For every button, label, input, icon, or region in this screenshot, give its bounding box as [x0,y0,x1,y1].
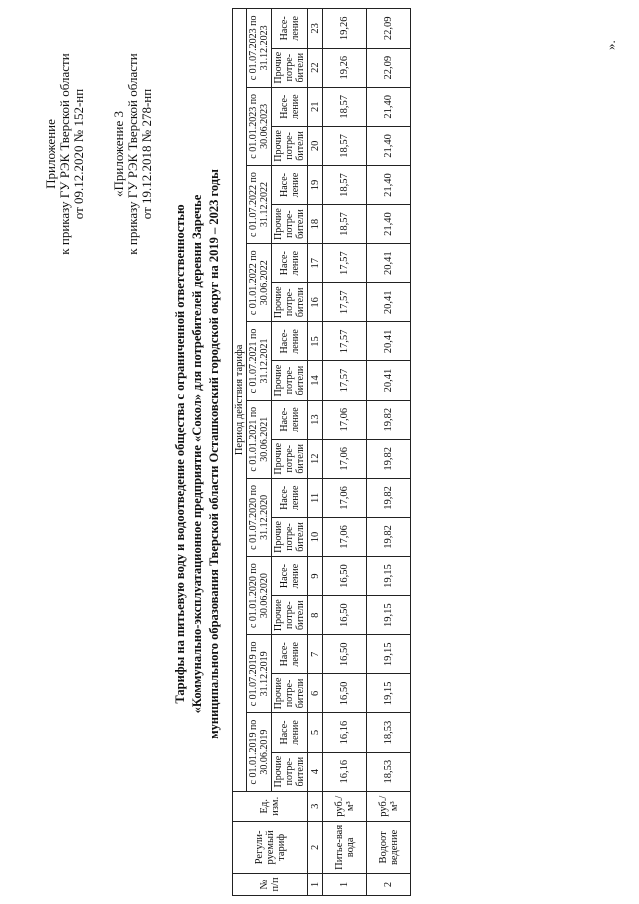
column-number: 20 [308,126,323,165]
other-consumers-header: Прочие потре-бители [272,674,308,713]
column-number: 2 [308,821,323,873]
table-row [367,9,411,896]
appendix-header-line: Приложение [43,119,58,189]
population-header: Насе-ление [272,713,308,752]
column-number: 22 [308,48,323,87]
period-header: с 01.01.2020 по 30.06.2020 [247,557,272,635]
tariff-value: 16,50 [323,557,367,596]
tariff-value: 16,50 [323,596,367,635]
tariff-value: 17,57 [323,361,367,400]
row-tariff-name: Водоот ведение [367,821,411,873]
population-header: Насе-ление [272,635,308,674]
tariff-value: 22,09 [367,48,411,87]
tariff-value: 21,40 [367,126,411,165]
tariff-value: 16,50 [323,674,367,713]
tariff-value: 16,50 [323,635,367,674]
tariff-value: 21,40 [367,87,411,126]
other-consumers-header: Прочие потре-бители [272,517,308,556]
tariff-value: 19,26 [323,48,367,87]
tariff-value: 19,15 [367,635,411,674]
tariff-value: 18,57 [323,87,367,126]
other-consumers-header: Прочие потре-бители [272,361,308,400]
tariff-value: 18,57 [323,126,367,165]
column-number: 4 [308,752,323,791]
period-row [247,9,272,896]
table-row [323,9,367,896]
other-consumers-header: Прочие потре-бители [272,439,308,478]
appendix-header-line: от 19.12.2018 № 278-нп [139,88,154,220]
col-header-period: Период действия тарифа [233,9,247,792]
tariff-value: 19,15 [367,596,411,635]
column-number: 12 [308,439,323,478]
tariff-value: 16,16 [323,752,367,791]
appendix-header-line: «Приложение 3 [111,110,126,198]
period-header: с 01.07.2020 по 31.12.2020 [247,478,272,556]
other-consumers-header: Прочие потре-бители [272,283,308,322]
tariff-value: 18,53 [367,713,411,752]
appendix-header-line: к приказу ГУ РЭК Тверской области [125,53,140,255]
population-header: Насе-ление [272,400,308,439]
column-number: 1 [308,873,323,895]
appendix-header-current [44,24,86,284]
consumer-group-row [272,9,308,896]
row-tariff-name: Питье-вая вода [323,821,367,873]
row-unit: руб./м³ [323,791,367,821]
col-header-number: № п/п [233,873,308,895]
tariff-value: 19,82 [367,439,411,478]
population-header: Насе-ление [272,557,308,596]
column-number: 23 [308,9,323,49]
closing-quote: ». [603,40,618,50]
period-header: с 01.01.2021 по 30.06.2021 [247,400,272,478]
title-line: Тарифы на питьевую воду и водоотведение общества с ограниченной ответственностью [173,204,187,704]
population-header: Насе-ление [272,322,308,361]
document-title [172,94,223,814]
tariff-value: 20,41 [367,361,411,400]
column-number: 16 [308,283,323,322]
period-header: с 01.01.2023 по 30.06.2023 [247,87,272,165]
tariff-value: 17,06 [323,517,367,556]
appendix-header-line: от 09.12.2020 № 152-нп [71,88,86,220]
row-number: 1 [323,873,367,895]
other-consumers-header: Прочие потре-бители [272,752,308,791]
column-number: 13 [308,400,323,439]
column-number: 8 [308,596,323,635]
tariff-value: 18,53 [367,752,411,791]
tariff-value: 17,06 [323,400,367,439]
tariff-value: 18,57 [323,205,367,244]
column-number-row [308,9,323,896]
tariff-value: 17,57 [323,244,367,283]
other-consumers-header: Прочие потре-бители [272,126,308,165]
column-number: 9 [308,557,323,596]
column-number: 14 [308,361,323,400]
other-consumers-header: Прочие потре-бители [272,48,308,87]
title-line: «Коммунально-эксплуатационное предприятие «Сокол» для потребителей деревни Заречье [190,194,204,714]
table-header-row [233,9,247,896]
tariff-value: 19,26 [323,9,367,49]
column-number: 6 [308,674,323,713]
tariff-value: 19,15 [367,557,411,596]
tariff-value: 17,57 [323,322,367,361]
tariff-value: 19,82 [367,478,411,517]
tariff-value: 21,40 [367,165,411,204]
tariff-value: 17,06 [323,439,367,478]
column-number: 21 [308,87,323,126]
population-header: Насе-ление [272,478,308,517]
column-number: 18 [308,205,323,244]
column-number: 19 [308,165,323,204]
population-header: Насе-ление [272,244,308,283]
tariff-value: 20,41 [367,322,411,361]
column-number: 17 [308,244,323,283]
population-header: Насе-ление [272,9,308,49]
column-number: 3 [308,791,323,821]
tariff-value: 19,82 [367,517,411,556]
period-header: с 01.07.2021 по 31.12.2021 [247,322,272,400]
row-number: 2 [367,873,411,895]
appendix-header-line: к приказу ГУ РЭК Тверской области [57,53,72,255]
tariff-value: 20,41 [367,244,411,283]
tariff-value: 16,16 [323,713,367,752]
period-header: с 01.01.2019 по 30.06.2019 [247,713,272,791]
period-header: с 01.01.2022 по 30.06.2022 [247,244,272,322]
population-header: Насе-ление [272,165,308,204]
other-consumers-header: Прочие потре-бители [272,596,308,635]
tariff-value: 19,82 [367,400,411,439]
appendix-header-original [112,24,154,284]
title-line: муниципального образования Тверской области Осташковский городской округ на 2019 – 2023 годы [207,169,221,739]
col-header-tariff: Регули-руемый тариф [233,821,308,873]
column-number: 5 [308,713,323,752]
tariff-value: 21,40 [367,205,411,244]
period-header: с 01.07.2023 по 31.12.2023 [247,9,272,88]
column-number: 7 [308,635,323,674]
other-consumers-header: Прочие потре-бители [272,205,308,244]
population-header: Насе-ление [272,87,308,126]
tariff-value: 19,15 [367,674,411,713]
period-header: с 01.07.2019 по 31.12.2019 [247,635,272,713]
tariff-value: 22,09 [367,9,411,49]
tariff-value: 20,41 [367,283,411,322]
period-header: с 01.07.2022 по 31.12.2022 [247,165,272,243]
row-unit: руб./м³ [367,791,411,821]
tariff-value: 17,57 [323,283,367,322]
column-number: 11 [308,478,323,517]
column-number: 15 [308,322,323,361]
column-number: 10 [308,517,323,556]
tariff-table [232,8,411,896]
tariff-value: 18,57 [323,165,367,204]
col-header-unit: Ед. изм. [233,791,308,821]
tariff-value: 17,06 [323,478,367,517]
